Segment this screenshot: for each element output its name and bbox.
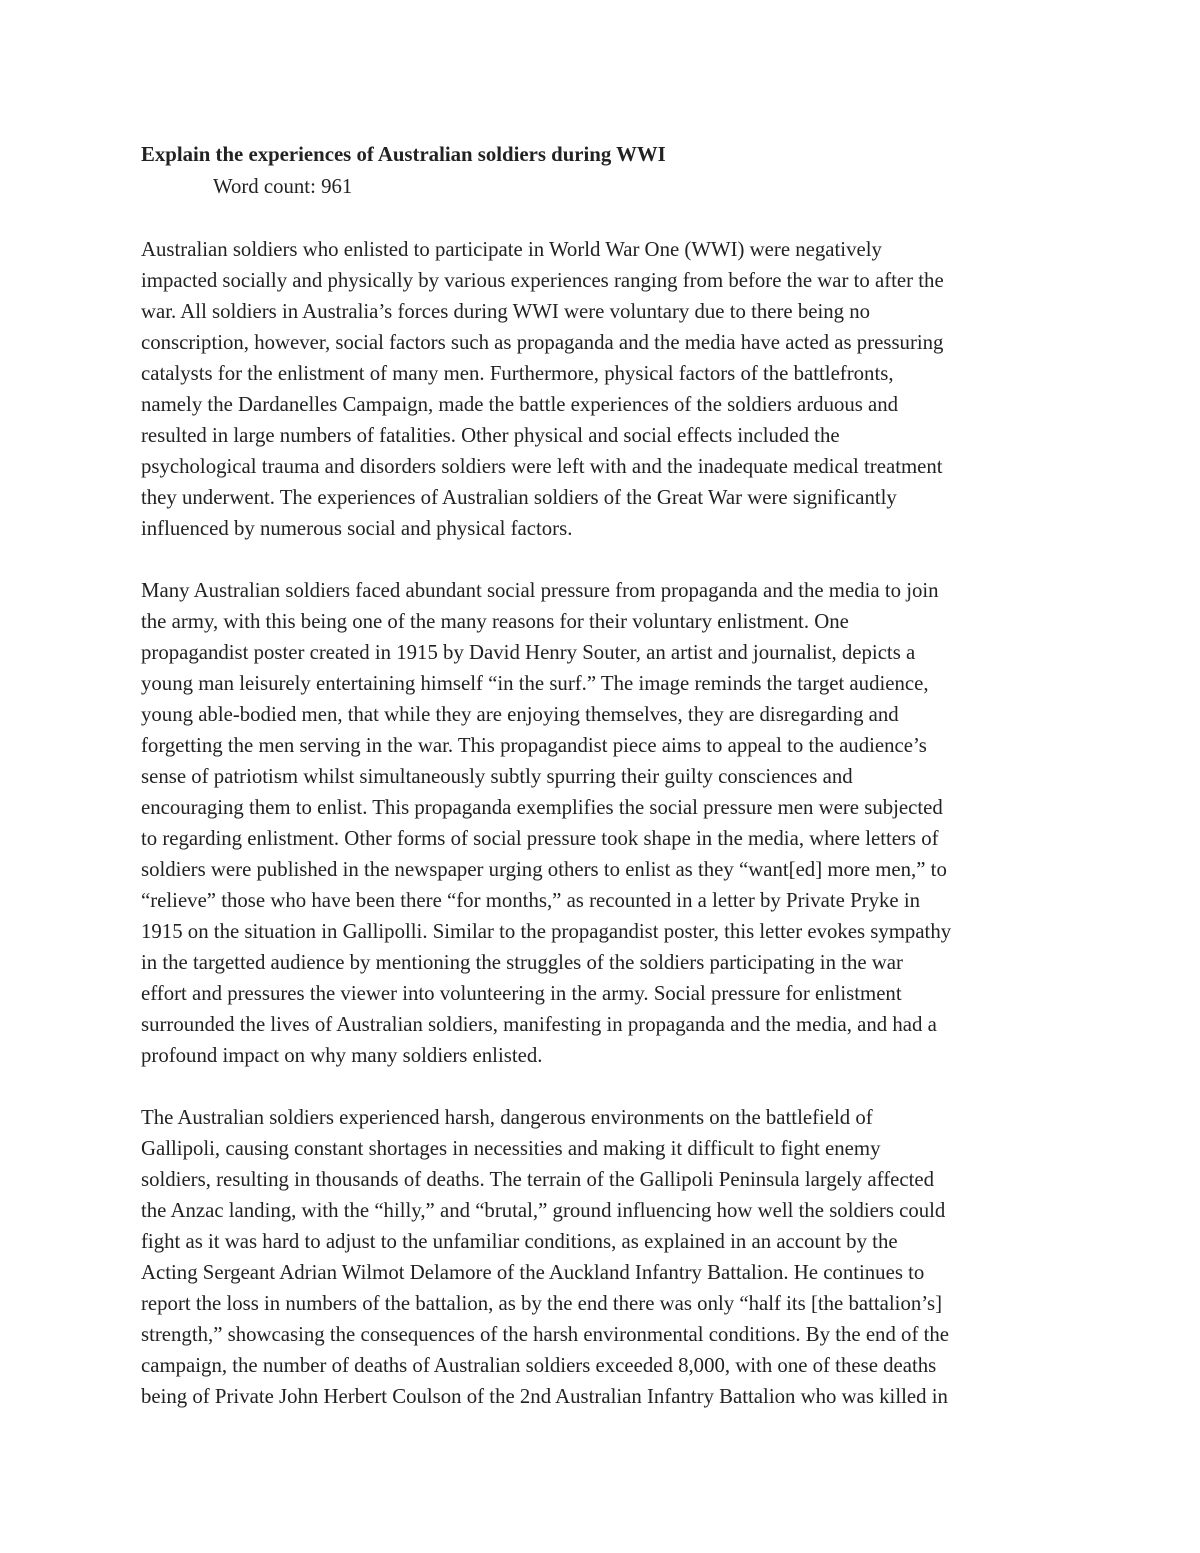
text-line: young able-bodied men, that while they are enjoying themselves, they are disregarding and [141,703,899,726]
text-line: report the loss in numbers of the battalion, as by the end there was only “half its [the battalion’s] [141,1292,943,1315]
text-line: campaign, the number of deaths of Australian soldiers exceeded 8,000, with one of these deaths [141,1354,937,1377]
paragraph-gallipoli [141,1102,1066,1412]
text-line: profound impact on why many soldiers enlisted. [141,1044,543,1067]
text-line: soldiers were published in the newspaper urging others to enlist as they “want[ed] more men,” to [141,858,947,881]
text-line: 1915 on the situation in Gallipolli. Similar to the propagandist poster, this letter evokes sympathy [141,920,952,943]
text-line: forgetting the men serving in the war. This propagandist piece aims to appeal to the audience’s [141,734,927,757]
paragraph-social-pressure [141,575,1066,1071]
text-line: Australian soldiers who enlisted to participate in World War One (WWI) were negatively [141,238,882,261]
document-body [141,139,1066,1443]
text-line: the Anzac landing, with the “hilly,” and “brutal,” ground influencing how well the soldiers could [141,1199,946,1222]
text-line: The Australian soldiers experienced harsh, dangerous environments on the battlefield of [141,1106,873,1129]
text-line: encouraging them to enlist. This propaganda exemplifies the social pressure men were subjected [141,796,943,819]
word-count: Word count: 961 [213,175,353,198]
text-line: soldiers, resulting in thousands of deaths. The terrain of the Gallipoli Peninsula largely affected [141,1168,934,1191]
text-line: effort and pressures the viewer into volunteering in the army. Social pressure for enlistment [141,982,902,1005]
text-line: Acting Sergeant Adrian Wilmot Delamore of the Auckland Infantry Battalion. He continues to [141,1261,925,1284]
document-title: Explain the experiences of Australian soldiers during WWI [141,143,666,166]
text-line: impacted socially and physically by various experiences ranging from before the war to after the [141,269,944,292]
text-line: sense of patriotism whilst simultaneously subtly spurring their guilty consciences and [141,765,853,788]
text-line: catalysts for the enlistment of many men. Furthermore, physical factors of the battlefronts, [141,362,894,385]
text-line: being of Private John Herbert Coulson of the 2nd Australian Infantry Battalion who was killed in [141,1385,948,1408]
text-line: namely the Dardanelles Campaign, made the battle experiences of the soldiers arduous and [141,393,899,416]
text-line: they underwent. The experiences of Australian soldiers of the Great War were significantly [141,486,897,509]
text-line: to regarding enlistment. Other forms of social pressure took shape in the media, where letters of [141,827,939,850]
text-line: conscription, however, social factors such as propaganda and the media have acted as pressuring [141,331,944,354]
text-line: the army, with this being one of the many reasons for their voluntary enlistment. One [141,610,849,633]
text-line: influenced by numerous social and physical factors. [141,517,573,540]
text-line: in the targetted audience by mentioning the struggles of the soldiers participating in the war [141,951,903,974]
text-line: resulted in large numbers of fatalities. Other physical and social effects included the [141,424,840,447]
text-line: strength,” showcasing the consequences of the harsh environmental conditions. By the end of the [141,1323,949,1346]
paragraph-intro [141,234,1066,544]
text-line: surrounded the lives of Australian soldiers, manifesting in propaganda and the media, and had a [141,1013,937,1036]
spacer [141,203,1066,234]
text-line: war. All soldiers in Australia’s forces during WWI were voluntary due to there being no [141,300,871,323]
text-line: propagandist poster created in 1915 by David Henry Souter, an artist and journalist, depicts a [141,641,916,664]
text-line: “relieve” those who have been there “for months,” as recounted in a letter by Private Pryke in [141,889,921,912]
text-line: psychological trauma and disorders soldiers were left with and the inadequate medical treatment [141,455,943,478]
text-line: Many Australian soldiers faced abundant social pressure from propaganda and the media to join [141,579,939,602]
text-line: Gallipoli, causing constant shortages in necessities and making it difficult to fight enemy [141,1137,881,1160]
text-line: fight as it was hard to adjust to the unfamiliar conditions, as explained in an account by the [141,1230,898,1253]
text-line: young man leisurely entertaining himself “in the surf.” The image reminds the target audience, [141,672,929,695]
